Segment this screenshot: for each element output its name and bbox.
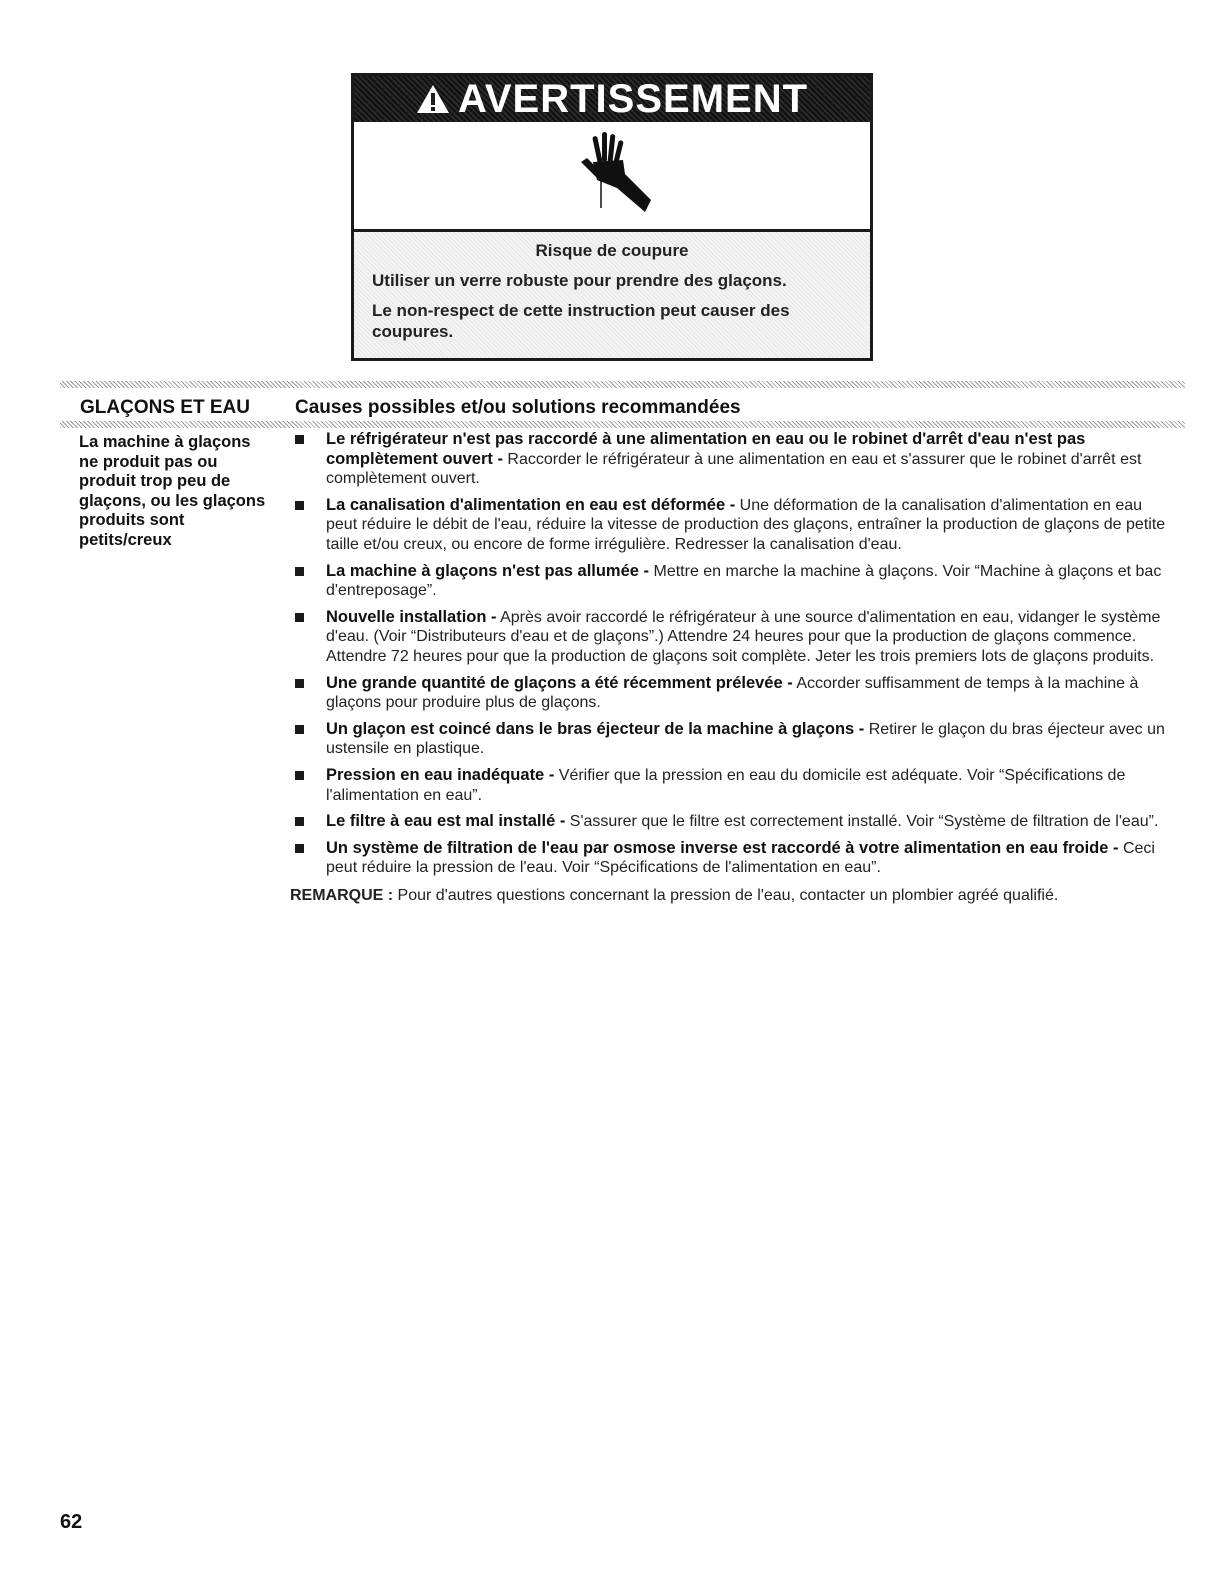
cause-title: Le filtre à eau est mal installé - xyxy=(326,812,566,831)
warning-header xyxy=(354,76,870,122)
warning-box xyxy=(351,73,873,361)
solution-text: Ceci peut réduire la pression de l'eau. Voir “Spécifications de l'alimentation en eau”. xyxy=(326,839,1155,877)
solution-text: S'assurer que le filtre est correctement installé. Voir “Système de filtration de l'eau”. xyxy=(565,813,1159,831)
header-divider-bottom xyxy=(60,421,1185,428)
bullet-icon xyxy=(295,725,304,734)
note-label: REMARQUE : xyxy=(290,886,394,904)
cause-title: La machine à glaçons n'est pas allumée - xyxy=(326,561,650,580)
bullet-icon xyxy=(295,613,304,622)
bullet-icon xyxy=(295,567,304,576)
bullet-icon xyxy=(295,844,304,853)
cause-title: Le réfrigérateur n'est pas raccordé à une alimentation en eau ou le robinet d'arrêt d'eau n'est pas complètement ouvert - xyxy=(326,430,1086,468)
list-item xyxy=(290,766,1170,805)
warning-consequence: Le non-respect de cette instruction peut causer des coupures. xyxy=(372,301,790,341)
hand-cut-icon xyxy=(567,128,657,223)
solution-text: Accorder suffisamment de temps à la machine à glaçons pour produire plus de glaçons. xyxy=(326,674,1139,712)
solution-text: Retirer le glaçon du bras éjecteur avec un ustensile en plastique. xyxy=(326,720,1165,758)
warning-triangle-icon xyxy=(416,84,450,114)
warning-instruction: Utiliser un verre robuste pour prendre des glaçons. xyxy=(372,271,787,290)
warning-icon-area xyxy=(354,122,870,232)
cause-title: Pression en eau inadéquate - xyxy=(326,765,555,784)
list-item xyxy=(290,496,1170,555)
solutions-list xyxy=(290,430,1170,905)
warning-risk: Risque de coupure xyxy=(535,241,689,260)
list-item xyxy=(290,430,1170,489)
solution-text: Une déformation de la canalisation d'alimentation en eau peut réduire le débit de l'eau, réduire la vitesse de production des glaçons, entraîner la production de glaçons de petite taille et/ou creux, ou encore de forme irrégulière. Redresser la canalisation d'eau. xyxy=(326,496,1166,553)
problem-description: La machine à glaçons ne produit pas ou produit trop peu de glaçons, ou les glaçons produits sont petits/creux xyxy=(79,433,266,549)
page-number: 62 xyxy=(60,1511,83,1533)
cause-title: Un système de filtration de l'eau par osmose inverse est raccordé à votre alimentation en eau froide - xyxy=(326,838,1119,857)
column-header-problem: GLAÇONS ET EAU xyxy=(80,397,250,418)
solution-text: Mettre en marche la machine à glaçons. Voir “Machine à glaçons et bac d'entreposage”. xyxy=(326,562,1162,600)
list-item xyxy=(290,839,1170,878)
bullet-icon xyxy=(295,817,304,826)
cause-title: Nouvelle installation - xyxy=(326,607,497,626)
warning-text-area xyxy=(354,232,870,358)
list-item xyxy=(290,674,1170,713)
list-item xyxy=(290,812,1170,832)
bullet-icon xyxy=(295,435,304,444)
cause-title: La canalisation d'alimentation en eau est déformée - xyxy=(326,495,736,514)
column-header-solutions: Causes possibles et/ou solutions recommandées xyxy=(295,397,741,418)
list-item xyxy=(290,562,1170,601)
bullet-icon xyxy=(295,771,304,780)
solution-text: Vérifier que la pression en eau du domicile est adéquate. Voir “Spécifications de l'alimentation en eau”. xyxy=(326,766,1126,804)
list-item xyxy=(290,720,1170,759)
bullet-icon xyxy=(295,501,304,510)
warning-title: AVERTISSEMENT xyxy=(457,76,809,121)
list-item xyxy=(290,608,1170,667)
cause-title: Une grande quantité de glaçons a été récemment prélevée - xyxy=(326,673,793,692)
bullet-icon xyxy=(295,679,304,688)
note xyxy=(290,886,1170,906)
solution-text: Après avoir raccordé le réfrigérateur à une source d'alimentation en eau, vidanger le système d'eau. (Voir “Distributeurs d'eau et de glaçons”.) Attendre 24 heures pour que la production de glaçons commence. Attendre 72 heures pour que la production de glaçons soit complète. Jeter les trois premiers lots de glaçons produits. xyxy=(326,608,1161,665)
solution-text: Raccorder le réfrigérateur à une alimentation en eau et s'assurer que le robinet d'arrêt est complètement ouvert. xyxy=(326,450,1142,488)
cause-title: Un glaçon est coincé dans le bras éjecteur de la machine à glaçons - xyxy=(326,719,865,738)
note-text: Pour d'autres questions concernant la pression de l'eau, contacter un plombier agréé qualifié. xyxy=(393,886,1059,904)
header-divider-top xyxy=(60,381,1185,388)
